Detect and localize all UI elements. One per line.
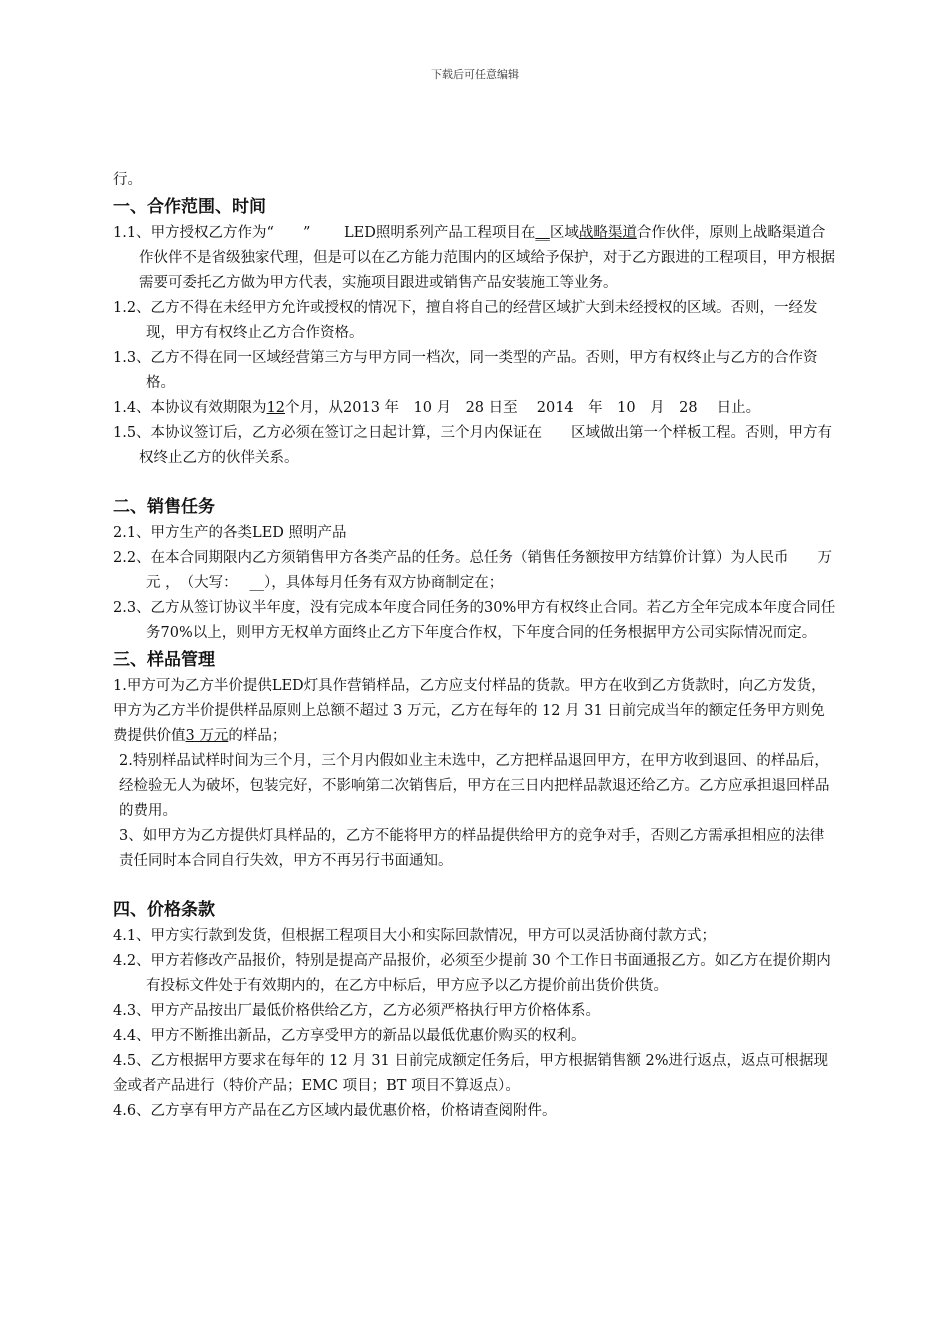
clause-1-1-text-a: 甲方授权乙方作为“ ” LED照明系列产品工程项目在: [150, 225, 536, 241]
clause-1-4-text-a: 1.4、本协议有效期限为: [113, 400, 267, 416]
clause-1-4-text-b: 个月，从2013 年 10 月 28 日至 2014 年 10 月 28 日止。: [285, 400, 761, 416]
section-spacer: [113, 471, 838, 493]
clause-1-1-text-b: 区域: [549, 225, 579, 241]
clause-1-1: [113, 221, 838, 296]
clause-1-3: 1.3、乙方不得在同一区域经营第三方与甲方同一档次，同一类型的产品。否则，甲方有权终止与乙方的合作资格。: [113, 350, 818, 391]
clause-2-3: 2.3、乙方从签订协议半年度，没有完成本年度合同任务的30%甲方有权终止合同。若乙方全年完成本年度合同任务70%以上，则甲方无权单方面终止乙方下年度合作权，下年度合同的任务根据甲方公司实际情况而定。: [113, 600, 836, 641]
page-header: 下载后可任意编辑: [431, 68, 519, 81]
clause-4-3: 4.3、甲方产品按出厂最低价格供给乙方，乙方必须严格执行甲方价格体系。: [113, 1003, 601, 1019]
clause-3-1-text-a: 1.甲方可为乙方半价提供LED灯具作营销样品，乙方应支付样品的货款。甲方在收到乙方货款时，向乙方发货，甲方为乙方半价提供样品原则上总额不超过 3 万元，乙方在每年的 12 月 31 日前完成当年的额定任务甲方则免费提供价值: [113, 678, 826, 744]
clause-1-5: 1.5、本协议签订后，乙方必须在签订之日起计算，三个月内保证在 区域做出第一个样板工程。否则，甲方有权终止乙方的伙伴关系。: [113, 425, 833, 466]
section-spacer: [113, 874, 838, 896]
clause-1-1-blank: __: [535, 225, 550, 241]
clause-4-2: 4.2、甲方若修改产品报价，特别是提高产品报价，必须至少提前 30 个工作日书面通报乙方。如乙方在提价期内有投标文件处于有效期内的，在乙方中标后，甲方应予以乙方提价前出货价供货。: [113, 953, 831, 994]
clause-4-6: 4.6、乙方享有甲方产品在乙方区域内最优惠价格，价格请查阅附件。: [113, 1103, 557, 1119]
clause-3-1-amount: 3 万元: [185, 728, 229, 744]
document-body: [113, 168, 838, 1124]
clause-4-5: 4.5、乙方根据甲方要求在每年的 12 月 31 日前完成额定任务后，甲方根据销售额 2%进行返点，返点可根据现金或者产品进行（特价产品；EMC 项目；BT 项目不算返点）。: [113, 1053, 829, 1094]
clause-1-2: 1.2、乙方不得在未经甲方允许或授权的情况下，擅自将自己的经营区域扩大到未经授权的区域。否则，一经发现，甲方有权终止乙方合作资格。: [113, 300, 818, 341]
clause-3-1: [113, 674, 838, 749]
section-4-title: 四、价格条款: [113, 900, 215, 920]
clause-1-4-months: 12: [266, 400, 286, 416]
clause-2-1: 2.1、甲方生产的各类LED 照明产品: [113, 525, 347, 541]
clause-4-4: 4.4、甲方不断推出新品，乙方享受甲方的新品以最低优惠价购买的权利。: [113, 1028, 586, 1044]
section-2-title: 二、销售任务: [113, 497, 215, 517]
intro-line: 行。: [113, 172, 142, 188]
section-1-title: 一、合作范围、时间: [113, 197, 266, 217]
section-3-title: 三、样品管理: [113, 650, 215, 670]
clause-3-1-text-b: 的样品；: [228, 728, 287, 744]
clause-1-4: [113, 396, 838, 421]
clause-4-1: 4.1、甲方实行款到发货，但根据工程项目大小和实际回款情况，甲方可以灵活协商付款方式；: [113, 928, 717, 944]
clause-2-2: 2.2、在本合同期限内乙方须销售甲方各类产品的任务。总任务（销售任务额按甲方结算价计算）为人民币 万元 ， （大写： __），具体每月任务有双方协商制定在；: [113, 550, 833, 591]
clause-3-3: 3、如甲方为乙方提供灯具样品的，乙方不能将甲方的样品提供给甲方的竞争对手，否则乙方需承担相应的法律责任同时本合同自行失效，甲方不再另行书面通知。: [119, 828, 825, 869]
clause-1-1-text-c: 合作伙伴，原则上战略渠道合作伙伴不是省级独家代理，但是可以在乙方能力范围内的区域给予保护，对于乙方跟进的工程项目，甲方根据需要可委托乙方做为甲方代表，实施项目跟进或销售产品安装施工等业务。: [139, 225, 835, 291]
clause-3-2: 2.特别样品试样时间为三个月，三个月内假如业主未选中，乙方把样品退回甲方，在甲方收到退回、的样品后，经检验无人为破坏，包装完好，不影响第二次销售后，甲方在三日内把样品款退还给乙方。乙方应承担退回样品的费用。: [119, 753, 830, 819]
clause-1-1-num: 1.1、: [113, 225, 151, 241]
clause-1-1-underlined: 战略渠道: [578, 225, 637, 241]
